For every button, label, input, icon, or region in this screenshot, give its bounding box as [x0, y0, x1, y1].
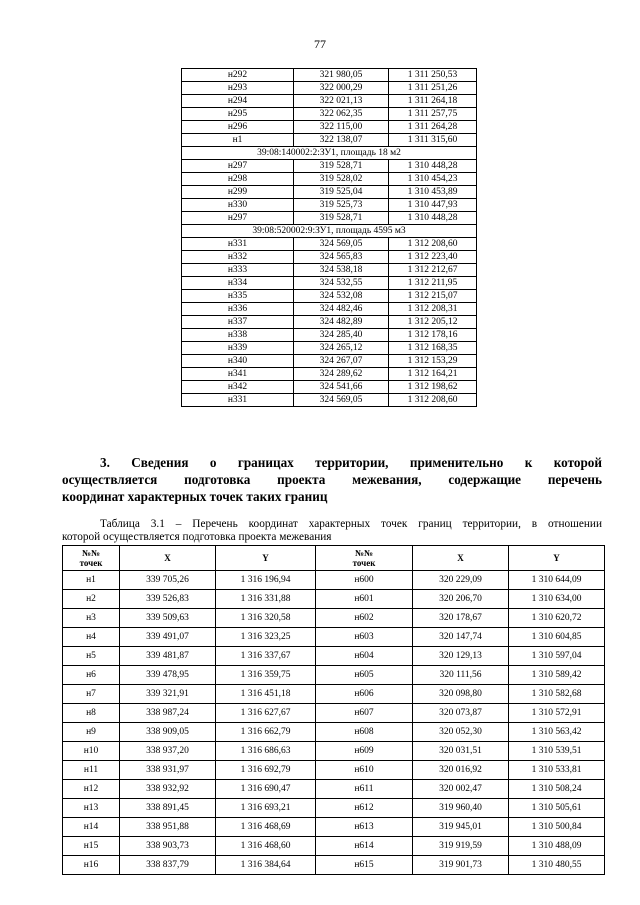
y-coordinate: 1 312 223,40 [389, 251, 477, 264]
y-coordinate: 1 310 572,91 [509, 704, 605, 723]
point-id: н604 [316, 647, 413, 666]
y-coordinate: 1 310 447,93 [389, 199, 477, 212]
y-coordinate: 1 316 468,60 [216, 837, 316, 856]
table-row [182, 316, 477, 329]
y-coordinate: 1 312 208,31 [389, 303, 477, 316]
x-coordinate: 322 062,35 [294, 108, 389, 121]
x-coordinate: 319 919,59 [413, 837, 509, 856]
point-id: н8 [63, 704, 120, 723]
y-coordinate: 1 311 250,53 [389, 69, 477, 82]
x-coordinate: 324 289,62 [294, 368, 389, 381]
table-caption-line: Таблица 3.1 – Перечень координат характерных точек границ территории, в отношении [100, 518, 602, 530]
table-row [63, 742, 605, 761]
x-coordinate: 320 229,09 [413, 571, 509, 590]
section-title: 39:08:140002:2:ЗУ1, площадь 18 м2 [182, 147, 477, 160]
y-coordinate: 1 316 662,79 [216, 723, 316, 742]
table-row [63, 685, 605, 704]
x-coordinate: 319 945,01 [413, 818, 509, 837]
point-id: н335 [182, 290, 294, 303]
table-row [182, 368, 477, 381]
coordinates-table-continued [181, 68, 477, 407]
table-row [63, 571, 605, 590]
table-row [182, 238, 477, 251]
point-id: н331 [182, 238, 294, 251]
point-id: н610 [316, 761, 413, 780]
x-coordinate: 319 525,04 [294, 186, 389, 199]
x-coordinate: 320 031,51 [413, 742, 509, 761]
point-id: н7 [63, 685, 120, 704]
table-row [182, 160, 477, 173]
section-heading-line: осуществляется подготовка проекта межевания, содержащие перечень [62, 472, 602, 487]
point-id: н2 [63, 590, 120, 609]
header-y: Y [216, 546, 316, 571]
point-id: н612 [316, 799, 413, 818]
point-id: н296 [182, 121, 294, 134]
table-row [182, 251, 477, 264]
x-coordinate: 324 532,08 [294, 290, 389, 303]
y-coordinate: 1 316 337,67 [216, 647, 316, 666]
table-caption-line: которой осуществляется подготовка проекта межевания [62, 531, 332, 543]
section-row [182, 147, 477, 160]
table-row [182, 173, 477, 186]
x-coordinate: 339 509,63 [120, 609, 216, 628]
point-id: н600 [316, 571, 413, 590]
table-header-row [63, 546, 605, 571]
point-id: н332 [182, 251, 294, 264]
table-row [182, 290, 477, 303]
table-row [63, 666, 605, 685]
x-coordinate: 324 569,05 [294, 238, 389, 251]
table-row [63, 856, 605, 875]
x-coordinate: 338 891,45 [120, 799, 216, 818]
x-coordinate: 339 491,07 [120, 628, 216, 647]
y-coordinate: 1 312 205,12 [389, 316, 477, 329]
x-coordinate: 339 526,83 [120, 590, 216, 609]
section-row [182, 225, 477, 238]
point-id: н342 [182, 381, 294, 394]
coordinates-table-body [182, 69, 477, 407]
point-id: н293 [182, 82, 294, 95]
x-coordinate: 324 482,46 [294, 303, 389, 316]
x-coordinate: 320 002,47 [413, 780, 509, 799]
y-coordinate: 1 316 627,67 [216, 704, 316, 723]
section-heading-line: 3. Сведения о границах территории, применительно к которой [100, 455, 602, 470]
table-row [182, 134, 477, 147]
point-id: н609 [316, 742, 413, 761]
x-coordinate: 324 482,89 [294, 316, 389, 329]
x-coordinate: 324 565,83 [294, 251, 389, 264]
table-caption [62, 518, 602, 544]
point-id: н613 [316, 818, 413, 837]
y-coordinate: 1 312 211,95 [389, 277, 477, 290]
header-y: Y [509, 546, 605, 571]
point-id: н333 [182, 264, 294, 277]
y-coordinate: 1 312 168,35 [389, 342, 477, 355]
point-id: н602 [316, 609, 413, 628]
y-coordinate: 1 312 164,21 [389, 368, 477, 381]
x-coordinate: 339 481,87 [120, 647, 216, 666]
x-coordinate: 324 532,55 [294, 277, 389, 290]
header-x: X [120, 546, 216, 571]
section-heading-line: координат характерных точек таких границ [62, 489, 328, 504]
y-coordinate: 1 312 212,67 [389, 264, 477, 277]
table-row [182, 212, 477, 225]
y-coordinate: 1 310 597,04 [509, 647, 605, 666]
table-row [182, 355, 477, 368]
point-id: н611 [316, 780, 413, 799]
table-row [63, 837, 605, 856]
point-id: н1 [182, 134, 294, 147]
x-coordinate: 338 937,20 [120, 742, 216, 761]
y-coordinate: 1 312 208,60 [389, 238, 477, 251]
page-number: 77 [314, 37, 326, 51]
x-coordinate: 338 987,24 [120, 704, 216, 723]
point-id: н1 [63, 571, 120, 590]
point-id: н340 [182, 355, 294, 368]
y-coordinate: 1 310 448,28 [389, 160, 477, 173]
point-id: н12 [63, 780, 120, 799]
x-coordinate: 338 909,05 [120, 723, 216, 742]
x-coordinate: 338 931,97 [120, 761, 216, 780]
y-coordinate: 1 316 690,47 [216, 780, 316, 799]
point-id: н336 [182, 303, 294, 316]
table-row [63, 647, 605, 666]
point-id: н294 [182, 95, 294, 108]
table-row [182, 277, 477, 290]
y-coordinate: 1 310 582,68 [509, 685, 605, 704]
y-coordinate: 1 316 686,63 [216, 742, 316, 761]
point-id: н615 [316, 856, 413, 875]
table-row [63, 799, 605, 818]
y-coordinate: 1 310 453,89 [389, 186, 477, 199]
table-row [63, 590, 605, 609]
point-id: н331 [182, 394, 294, 407]
y-coordinate: 1 312 208,60 [389, 394, 477, 407]
y-coordinate: 1 316 359,75 [216, 666, 316, 685]
header-point-number: №№ точек [316, 546, 413, 571]
x-coordinate: 339 478,95 [120, 666, 216, 685]
point-id: н608 [316, 723, 413, 742]
x-coordinate: 320 178,67 [413, 609, 509, 628]
y-coordinate: 1 310 533,81 [509, 761, 605, 780]
point-id: н295 [182, 108, 294, 121]
y-coordinate: 1 310 539,51 [509, 742, 605, 761]
x-coordinate: 321 980,05 [294, 69, 389, 82]
point-id: н297 [182, 212, 294, 225]
y-coordinate: 1 310 604,85 [509, 628, 605, 647]
y-coordinate: 1 311 251,26 [389, 82, 477, 95]
y-coordinate: 1 310 454,23 [389, 173, 477, 186]
x-coordinate: 324 569,05 [294, 394, 389, 407]
x-coordinate: 338 903,73 [120, 837, 216, 856]
y-coordinate: 1 316 331,88 [216, 590, 316, 609]
x-coordinate: 319 901,73 [413, 856, 509, 875]
y-coordinate: 1 316 323,25 [216, 628, 316, 647]
y-coordinate: 1 312 198,62 [389, 381, 477, 394]
x-coordinate: 339 705,26 [120, 571, 216, 590]
point-id: н606 [316, 685, 413, 704]
y-coordinate: 1 310 500,84 [509, 818, 605, 837]
y-coordinate: 1 310 634,00 [509, 590, 605, 609]
x-coordinate: 322 138,07 [294, 134, 389, 147]
table-row [182, 82, 477, 95]
table-row [63, 723, 605, 742]
point-id: н3 [63, 609, 120, 628]
table-row [182, 381, 477, 394]
point-id: н10 [63, 742, 120, 761]
x-coordinate: 322 115,00 [294, 121, 389, 134]
y-coordinate: 1 312 153,29 [389, 355, 477, 368]
section-heading [62, 454, 602, 505]
y-coordinate: 1 310 505,61 [509, 799, 605, 818]
x-coordinate: 324 265,12 [294, 342, 389, 355]
y-coordinate: 1 310 589,42 [509, 666, 605, 685]
point-id: н601 [316, 590, 413, 609]
x-coordinate: 319 528,71 [294, 160, 389, 173]
table-row [182, 199, 477, 212]
table-row [63, 780, 605, 799]
point-id: н297 [182, 160, 294, 173]
y-coordinate: 1 316 693,21 [216, 799, 316, 818]
point-id: н339 [182, 342, 294, 355]
y-coordinate: 1 316 196,94 [216, 571, 316, 590]
point-id: н341 [182, 368, 294, 381]
y-coordinate: 1 310 508,24 [509, 780, 605, 799]
y-coordinate: 1 310 644,09 [509, 571, 605, 590]
x-coordinate: 319 960,40 [413, 799, 509, 818]
header-point-number: №№ точек [63, 546, 120, 571]
point-id: н605 [316, 666, 413, 685]
point-id: н330 [182, 199, 294, 212]
point-id: н299 [182, 186, 294, 199]
table-row [63, 609, 605, 628]
table-row [63, 628, 605, 647]
point-id: н15 [63, 837, 120, 856]
point-id: н298 [182, 173, 294, 186]
table-row [182, 342, 477, 355]
y-coordinate: 1 311 264,28 [389, 121, 477, 134]
x-coordinate: 320 206,70 [413, 590, 509, 609]
x-coordinate: 319 528,71 [294, 212, 389, 225]
table-row [182, 329, 477, 342]
point-id: н6 [63, 666, 120, 685]
x-coordinate: 320 111,56 [413, 666, 509, 685]
x-coordinate: 320 073,87 [413, 704, 509, 723]
x-coordinate: 339 321,91 [120, 685, 216, 704]
table-row [182, 121, 477, 134]
table-row [182, 303, 477, 316]
x-coordinate: 324 541,66 [294, 381, 389, 394]
point-id: н607 [316, 704, 413, 723]
point-id: н16 [63, 856, 120, 875]
point-id: н603 [316, 628, 413, 647]
point-id: н11 [63, 761, 120, 780]
x-coordinate: 338 932,92 [120, 780, 216, 799]
y-coordinate: 1 310 480,55 [509, 856, 605, 875]
x-coordinate: 338 837,79 [120, 856, 216, 875]
point-id: н5 [63, 647, 120, 666]
table-row [182, 264, 477, 277]
y-coordinate: 1 310 620,72 [509, 609, 605, 628]
table-row [182, 69, 477, 82]
y-coordinate: 1 312 178,16 [389, 329, 477, 342]
point-id: н4 [63, 628, 120, 647]
y-coordinate: 1 316 320,58 [216, 609, 316, 628]
table-row [63, 704, 605, 723]
x-coordinate: 322 000,29 [294, 82, 389, 95]
point-id: н14 [63, 818, 120, 837]
point-id: н292 [182, 69, 294, 82]
table-row [182, 394, 477, 407]
table-row [63, 761, 605, 780]
x-coordinate: 324 267,07 [294, 355, 389, 368]
x-coordinate: 320 098,80 [413, 685, 509, 704]
y-coordinate: 1 316 384,64 [216, 856, 316, 875]
y-coordinate: 1 316 692,79 [216, 761, 316, 780]
x-coordinate: 320 129,13 [413, 647, 509, 666]
x-coordinate: 320 147,74 [413, 628, 509, 647]
x-coordinate: 324 285,40 [294, 329, 389, 342]
y-coordinate: 1 316 451,18 [216, 685, 316, 704]
x-coordinate: 320 052,30 [413, 723, 509, 742]
y-coordinate: 1 310 563,42 [509, 723, 605, 742]
x-coordinate: 320 016,92 [413, 761, 509, 780]
point-id: н13 [63, 799, 120, 818]
table-row [182, 186, 477, 199]
territory-coordinates-table [62, 545, 605, 875]
section-title: 39:08:520002:9:ЗУ1, площадь 4595 м3 [182, 225, 477, 238]
y-coordinate: 1 311 315,60 [389, 134, 477, 147]
table-row [182, 108, 477, 121]
point-id: н614 [316, 837, 413, 856]
territory-table-body [63, 571, 605, 875]
y-coordinate: 1 316 468,69 [216, 818, 316, 837]
table-row [63, 818, 605, 837]
point-id: н9 [63, 723, 120, 742]
table-row [182, 95, 477, 108]
header-x: X [413, 546, 509, 571]
x-coordinate: 322 021,13 [294, 95, 389, 108]
x-coordinate: 324 538,18 [294, 264, 389, 277]
x-coordinate: 338 951,88 [120, 818, 216, 837]
y-coordinate: 1 311 257,75 [389, 108, 477, 121]
x-coordinate: 319 525,73 [294, 199, 389, 212]
y-coordinate: 1 312 215,07 [389, 290, 477, 303]
y-coordinate: 1 311 264,18 [389, 95, 477, 108]
point-id: н338 [182, 329, 294, 342]
x-coordinate: 319 528,02 [294, 173, 389, 186]
point-id: н334 [182, 277, 294, 290]
y-coordinate: 1 310 488,09 [509, 837, 605, 856]
y-coordinate: 1 310 448,28 [389, 212, 477, 225]
point-id: н337 [182, 316, 294, 329]
